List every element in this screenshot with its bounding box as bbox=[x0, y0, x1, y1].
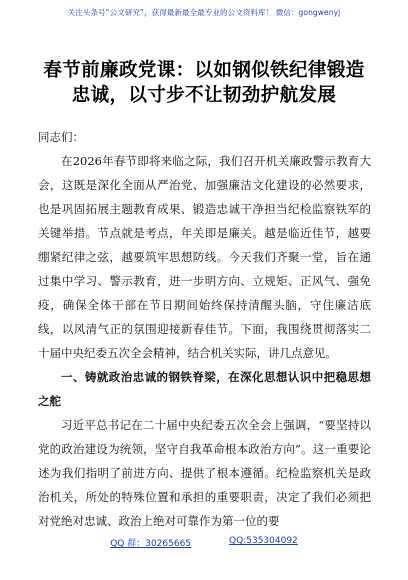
intro-paragraph: 在2026年春节即将来临之际，我们召开机关廉政警示教育大会，这既是深化全面从严治党、加强廉洁文化建设的必然要求，也是巩固拓展主题教育成果、锻造忠诚干净担当纪检监察铁军的关键举措。节点就是考点，年关即是廉关。越是临近佳节，越要绷紧纪律之弦，越要筑牢思想防线。今天我们齐聚一堂，旨在通过集中学习、警示教育，进一步明方向、立规矩、正风气、强免疫，确保全体干部在节日期间始终保持清醒头脑，守住廉洁底线，以风清气正的氛围迎接新春佳节。下面，我围绕贯彻落实二十届中央纪委五次全会精神，结合机关实际，讲几点意见。 bbox=[38, 154, 371, 360]
footer-contacts bbox=[0, 536, 408, 549]
document-title: 春节前廉政党课：以如钢似铁纪律锻造忠诚，以寸步不让韧劲护航发展 bbox=[43, 60, 365, 106]
qq-contact-number: QQ:535304092 bbox=[229, 536, 298, 546]
document-body bbox=[38, 125, 371, 533]
qq-group-number: QQ 群：30265665 bbox=[110, 539, 192, 549]
section-heading: 一、铸就政治忠诚的钢铁脊梁，在深化思想认识中把稳思想之舵 bbox=[38, 370, 371, 408]
promo-banner: 关注头条号“公文研究”，获得最新最全最专业的公文资料库！ 微信：gongwenyj bbox=[67, 8, 341, 17]
section-paragraph: 习近平总书记在二十届中央纪委五次全会上强调，“要坚持以党的政治建设为统领，坚守自我革命根本政治方向”。这一重要论述为我们指明了前进方向、提供了根本遵循。纪检监察机关是政治机关，所处的特殊位置和承担的重要职责，决定了我们必须把对党绝对忠诚、政治上绝对可靠作为第一位的要 bbox=[38, 418, 371, 528]
salutation: 同志们： bbox=[38, 130, 84, 144]
